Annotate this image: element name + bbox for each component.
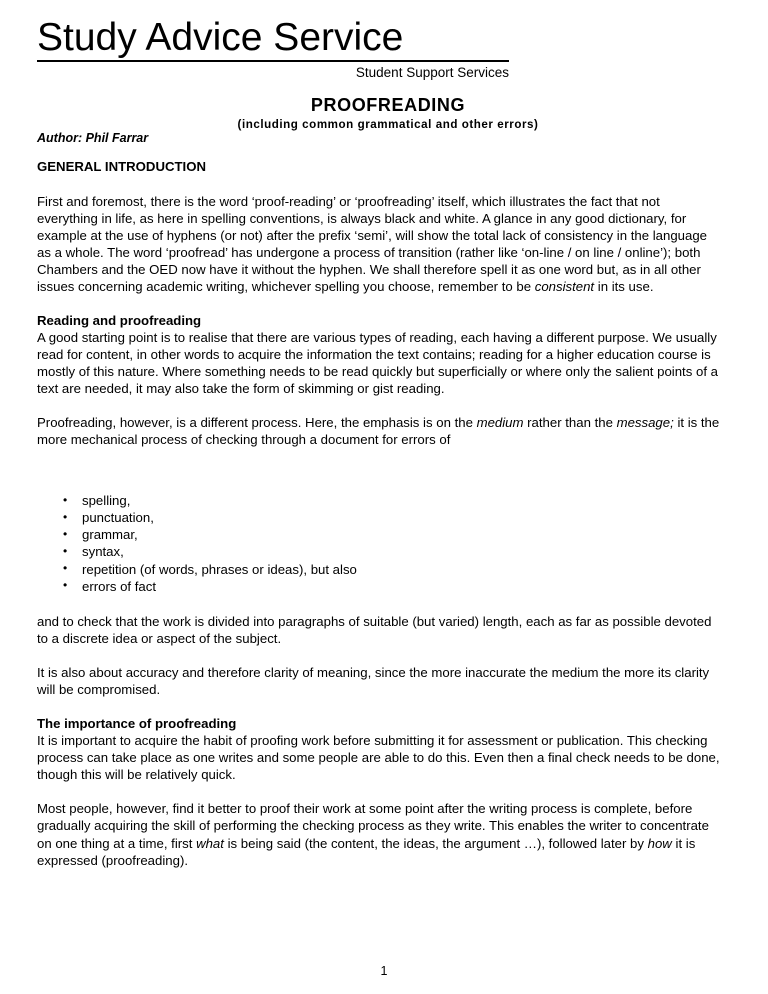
masthead-divider: [37, 60, 509, 62]
list-item: • spelling,: [37, 492, 723, 509]
paragraph-text-part: Proofreading, however, is a different process. Here, the emphasis is on the: [37, 414, 477, 430]
paragraph-reading-types: A good starting point is to realise that there are various types of reading, each having a different purpose. We usually read for content, in other words to acquire the information the text contains; reading for a higher education course is mostly of this nature. Where something needs to be read quickly but superficially or where only the salient points of a text are needed, it may also take the form of skimming or gist reading.: [37, 329, 718, 396]
organisation-title: Study Advice Service: [37, 16, 404, 59]
paragraph-text-part: First and foremost, there is the word ‘proof-reading’ or ‘proofreading’ itself, which illustrates the fact that not everything in life, as here in spelling conventions, is always black and white. A glance in any good dictionary, for example at the use of hyphens (or not) after the prefix ‘semi’, will show the total lack of consistency in the language as a whole. The word ‘proofread’ has undergone a process of transition (rather like ‘on-line / on line / online’); both Chambers and the OED now have it without the hyphen. We shall therefore spell it as one word but, as in all other issues concerning academic writing, whichever spelling you choose, remember to be: [37, 194, 707, 295]
document-body: [37, 158, 723, 869]
emphasis-message: message;: [616, 414, 674, 430]
spacer: [37, 448, 723, 492]
author-line: Author: Phil Farrar: [37, 131, 149, 145]
heading-importance-of-proofreading: The importance of proofreading: [37, 716, 237, 732]
paragraph-accuracy-clarity: It is also about accuracy and therefore clarity of meaning, since the more inaccurate the medium the more its clarity will be compromised.: [37, 664, 710, 697]
spacer: [37, 647, 723, 664]
document-title-block: [150, 94, 626, 133]
paragraph-writing-process: [37, 800, 723, 868]
paragraph-text-part: is being said (the content, the ideas, the argument …), followed later by: [223, 835, 648, 851]
page-title: PROOFREADING: [310, 95, 466, 115]
paragraph-text-part: rather than the: [523, 414, 617, 430]
paragraph-paragraph-structure: and to check that the work is divided into paragraphs of suitable (but varied) length, each as far as possible devoted to a discrete idea or aspect of the subject.: [37, 613, 712, 646]
paragraph-general-introduction: [37, 193, 723, 296]
list-item: • syntax,: [37, 543, 723, 560]
spacer: [37, 595, 723, 613]
error-types-list: [37, 492, 723, 595]
organisation-subtitle: Student Support Services: [355, 65, 509, 80]
list-item: • errors of fact: [37, 578, 723, 595]
heading-general-introduction: GENERAL INTRODUCTION: [37, 159, 206, 174]
paragraph-text-part: it is expressed (proofreading).: [37, 835, 696, 868]
masthead: [37, 16, 509, 82]
list-item: • punctuation,: [37, 509, 723, 526]
spacer: [37, 698, 723, 715]
paragraph-proofreading-definition: [37, 414, 723, 448]
paragraph-text-part: Most people, however, find it better to proof their work at some point after the writing process is complete, before gradually acquiring the skill of performing the checking process as they write. This enables the writer to concentrate on one thing at a time, first: [37, 801, 709, 851]
spacer: [37, 175, 723, 193]
emphasis-consistent: consistent: [534, 279, 595, 295]
page-subtitle: (including common grammatical and other errors): [237, 118, 539, 131]
emphasis-medium: medium: [476, 414, 524, 430]
page-number: 1: [380, 964, 388, 978]
list-item: • repetition (of words, phrases or ideas), but also: [37, 561, 723, 578]
paragraph-text-part: in its use.: [594, 279, 654, 295]
spacer: [37, 296, 723, 312]
heading-reading-and-proofreading: Reading and proofreading: [37, 312, 202, 328]
spacer: [37, 783, 723, 800]
list-item: • grammar,: [37, 526, 723, 543]
spacer: [37, 397, 723, 414]
paragraph-text-part: it is the more mechanical process of checking through a document for errors of: [37, 414, 720, 448]
emphasis-how: how: [647, 835, 672, 851]
paragraph-habit-of-proofing: It is important to acquire the habit of proofing work before submitting it for assessment or publication. This checking process can take place as one writes and some people are able to do this. Even then a final check needs to be done, though this will be relatively quick.: [37, 733, 720, 783]
emphasis-what: what: [196, 835, 224, 851]
